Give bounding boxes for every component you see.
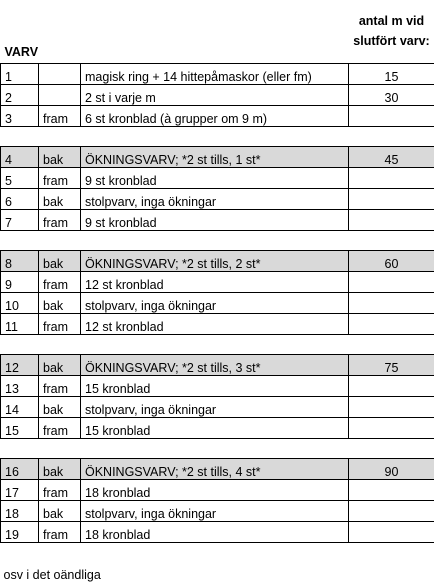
round-number: 5	[1, 168, 39, 189]
round-side: bak	[39, 189, 81, 210]
round-description: 2 st i varje m	[81, 85, 349, 106]
round-description: stolpvarv, inga ökningar	[81, 501, 349, 522]
round-meters	[349, 272, 434, 293]
round-side: fram	[39, 210, 81, 231]
spacer-cell	[349, 231, 434, 251]
increase-round-row	[1, 459, 434, 480]
round-number: 8	[1, 251, 39, 272]
round-row	[1, 418, 434, 439]
round-side: bak	[39, 501, 81, 522]
round-side: bak	[39, 459, 81, 480]
round-side: bak	[39, 293, 81, 314]
round-row	[1, 314, 434, 335]
round-number: 1	[1, 64, 39, 85]
round-meters: 60	[349, 251, 434, 272]
increase-round-row	[1, 355, 434, 376]
spacer-cell	[349, 127, 434, 147]
round-meters	[349, 501, 434, 522]
round-row	[1, 210, 434, 231]
round-number: 9	[1, 272, 39, 293]
round-side: fram	[39, 272, 81, 293]
round-description: 9 st kronblad	[81, 210, 349, 231]
round-side	[39, 64, 81, 85]
round-meters	[349, 210, 434, 231]
increase-round-row	[1, 147, 434, 168]
round-number: 6	[1, 189, 39, 210]
increase-round-row	[1, 251, 434, 272]
round-row	[1, 106, 434, 127]
round-row	[1, 272, 434, 293]
round-row	[1, 376, 434, 397]
spacer-cell	[39, 439, 81, 459]
round-description: stolpvarv, inga ökningar	[81, 397, 349, 418]
spacer-row	[1, 543, 434, 563]
spacer-row	[1, 439, 434, 459]
spacer-cell	[81, 543, 349, 563]
round-description: ÖKNINGSVARV; *2 st tills, 1 st*	[81, 147, 349, 168]
round-number: 12	[1, 355, 39, 376]
header-row	[1, 0, 434, 64]
spacer-cell	[81, 439, 349, 459]
round-description: ÖKNINGSVARV; *2 st tills, 4 st*	[81, 459, 349, 480]
round-description: 12 st kronblad	[81, 314, 349, 335]
round-side: bak	[39, 147, 81, 168]
round-row	[1, 501, 434, 522]
spacer-cell	[39, 127, 81, 147]
round-side: fram	[39, 480, 81, 501]
round-description: 15 kronblad	[81, 376, 349, 397]
round-description: 9 st kronblad	[81, 168, 349, 189]
round-side: fram	[39, 376, 81, 397]
round-number: 16	[1, 459, 39, 480]
round-meters: 90	[349, 459, 434, 480]
round-description: 18 kronblad	[81, 522, 349, 543]
meter-column-header: antal m vid slutfört varv:	[349, 0, 434, 64]
round-side: fram	[39, 418, 81, 439]
round-number: 3	[1, 106, 39, 127]
round-meters: 30	[349, 85, 434, 106]
round-meters	[349, 418, 434, 439]
round-row	[1, 189, 434, 210]
round-description: 12 st kronblad	[81, 272, 349, 293]
footer-note: osv i det oändliga	[1, 562, 434, 582]
round-description: ÖKNINGSVARV; *2 st tills, 2 st*	[81, 251, 349, 272]
spacer-cell	[349, 439, 434, 459]
round-number: 13	[1, 376, 39, 397]
round-row	[1, 397, 434, 418]
spacer-cell	[81, 127, 349, 147]
round-meters	[349, 106, 434, 127]
round-meters	[349, 189, 434, 210]
round-description: 18 kronblad	[81, 480, 349, 501]
description-column-header	[81, 0, 349, 64]
round-number: 18	[1, 501, 39, 522]
round-row	[1, 480, 434, 501]
round-number: 11	[1, 314, 39, 335]
spacer-row	[1, 127, 434, 147]
round-meters	[349, 397, 434, 418]
spacer-cell	[1, 543, 39, 563]
pattern-sheet-body	[1, 0, 434, 582]
spacer-row	[1, 335, 434, 355]
round-side: fram	[39, 522, 81, 543]
round-meters: 75	[349, 355, 434, 376]
footer-row	[1, 562, 434, 582]
round-side: bak	[39, 355, 81, 376]
spacer-cell	[39, 543, 81, 563]
round-meters	[349, 293, 434, 314]
round-description: magisk ring + 14 hittepåmaskor (eller fm)	[81, 64, 349, 85]
round-number: 7	[1, 210, 39, 231]
round-meters: 15	[349, 64, 434, 85]
round-number: 19	[1, 522, 39, 543]
round-side	[39, 85, 81, 106]
spacer-cell	[39, 231, 81, 251]
spacer-cell	[349, 335, 434, 355]
round-description: ÖKNINGSVARV; *2 st tills, 3 st*	[81, 355, 349, 376]
round-meters	[349, 522, 434, 543]
round-number: 2	[1, 85, 39, 106]
side-column-header	[39, 0, 81, 64]
spacer-cell	[349, 543, 434, 563]
round-side: fram	[39, 168, 81, 189]
spacer-cell	[81, 231, 349, 251]
round-row	[1, 168, 434, 189]
round-side: fram	[39, 106, 81, 127]
spacer-cell	[1, 127, 39, 147]
round-side: bak	[39, 251, 81, 272]
round-meters: 45	[349, 147, 434, 168]
round-meters	[349, 168, 434, 189]
round-description: 15 kronblad	[81, 418, 349, 439]
round-number: 10	[1, 293, 39, 314]
round-row	[1, 85, 434, 106]
round-meters	[349, 314, 434, 335]
round-description: stolpvarv, inga ökningar	[81, 293, 349, 314]
round-description: 6 st kronblad (à grupper om 9 m)	[81, 106, 349, 127]
varv-column-header: VARV	[1, 0, 39, 64]
round-number: 15	[1, 418, 39, 439]
spacer-row	[1, 231, 434, 251]
round-row	[1, 64, 434, 85]
spacer-cell	[39, 335, 81, 355]
spacer-cell	[81, 335, 349, 355]
round-meters	[349, 480, 434, 501]
spacer-cell	[1, 231, 39, 251]
round-row	[1, 522, 434, 543]
round-row	[1, 293, 434, 314]
round-meters	[349, 376, 434, 397]
round-description: stolpvarv, inga ökningar	[81, 189, 349, 210]
round-side: fram	[39, 314, 81, 335]
round-number: 14	[1, 397, 39, 418]
round-number: 17	[1, 480, 39, 501]
round-number: 4	[1, 147, 39, 168]
spacer-cell	[1, 335, 39, 355]
spacer-cell	[1, 439, 39, 459]
round-side: bak	[39, 397, 81, 418]
